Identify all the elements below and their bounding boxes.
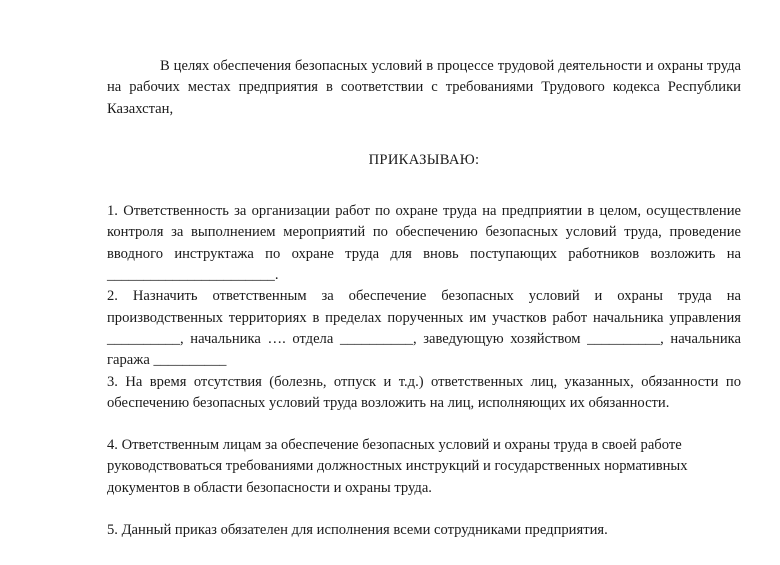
- clause-item-4: 4. Ответственным лицам за обеспечение безопасных условий и охраны труда в своей работе руководствоваться требованиями должностных инструкций и государственных нормативных документов в области безопасности и охраны труда.: [107, 437, 688, 496]
- clause-item-3: 3. На время отсутствия (болезнь, отпуск и т.д.) ответственных лиц, указанных, обязанности по обеспечению безопасных условий труда возложить на лиц, исполняющих их обязанности.: [107, 373, 741, 411]
- spacer-before-clause-5: [107, 499, 741, 520]
- spacer-before-clause-4: [107, 414, 741, 435]
- order-heading: ПРИКАЗЫВАЮ:: [368, 151, 480, 168]
- intro-paragraph: В целях обеспечения безопасных условий в процессе трудовой деятельности и охраны труда на рабочих местах предприятия в соответствии с требованиями Трудового кодекса Республики Казахстан,: [107, 58, 741, 117]
- clause-item-2: 2. Назначить ответственным за обеспечение безопасных условий и охраны труда на производственных территориях в пределах порученных им участков работ начальника управления __________, начальника …. отдела __________, заведующую хозяйством __________, начальника гаража __________: [107, 288, 741, 369]
- clause-item-5: 5. Данный приказ обязателен для исполнения всеми сотрудниками предприятия.: [107, 522, 608, 539]
- spacer-before-heading: [107, 120, 741, 150]
- clause-item-1: 1. Ответственность за организации работ по охране труда на предприятии в целом, осуществление контроля за выполнением мероприятий по обеспечению безопасных условий труда, проведение вводного инструктажа по охране труда для вновь поступающих работников возложить на _______________________.: [107, 203, 741, 284]
- spacer-after-heading: [107, 171, 741, 201]
- document-body: [107, 56, 741, 541]
